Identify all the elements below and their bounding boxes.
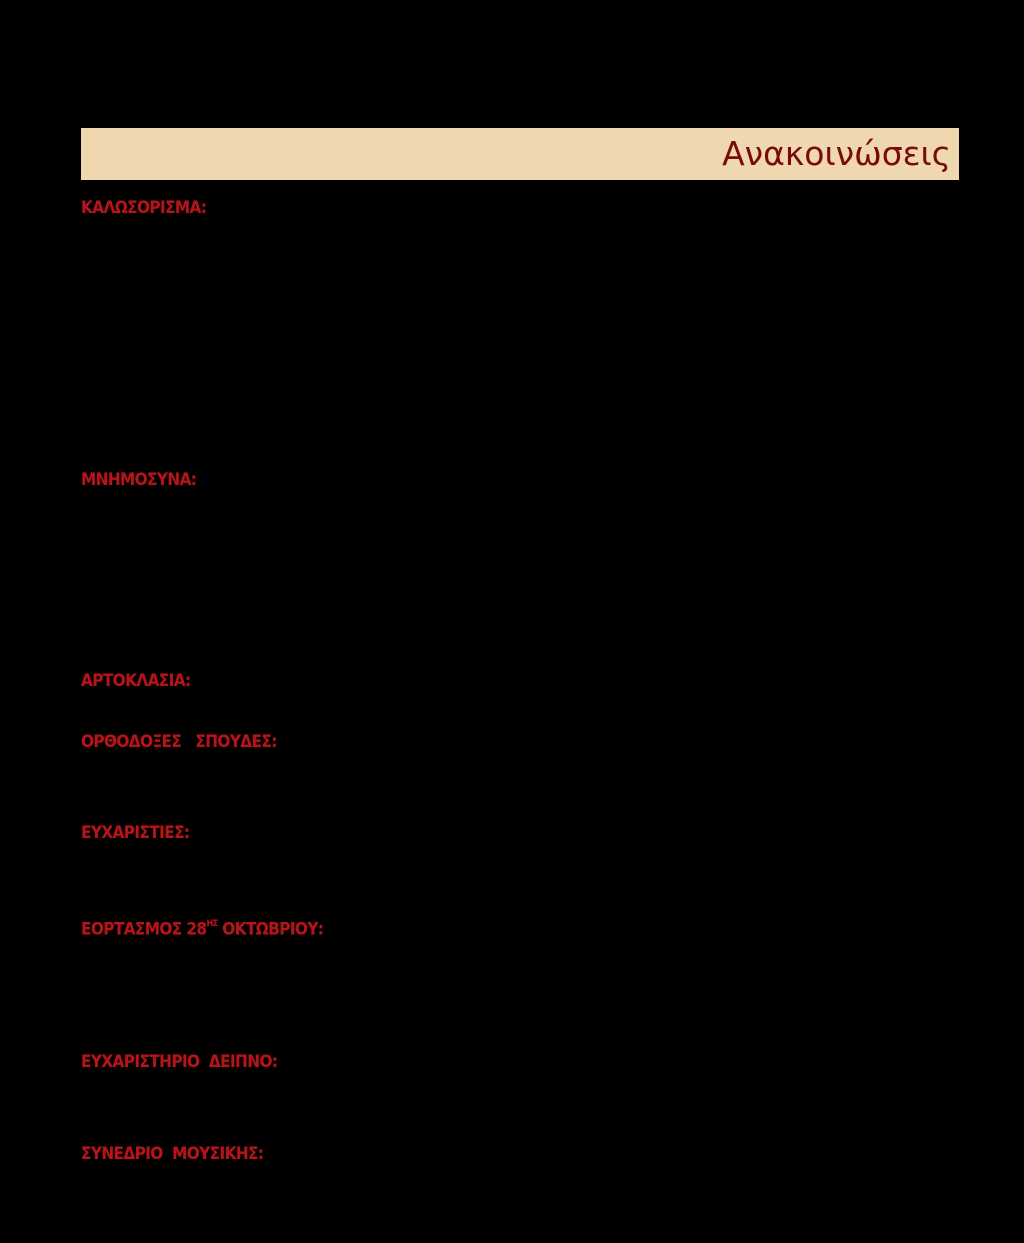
section-heading-thanks: ΕΥΧΑΡΙΣΤΙΕΣ: xyxy=(81,823,190,843)
section-heading-memorial: ΜΝΗΜΟΣΥΝΑ: xyxy=(81,470,197,490)
section-heading-welcome: ΚΑΛΩΣΟΡΙΣΜΑ: xyxy=(81,198,207,218)
section-heading-artoklasia: ΑΡΤΟΚΛΑΣΙΑ: xyxy=(81,671,191,691)
section-heading-orthodox-studies: ΟΡΘΟΔΟΞΕΣ ΣΠΟΥΔΕΣ: xyxy=(81,732,277,752)
section-heading-music-conference: ΣΥΝΕΔΡΙΟ ΜΟΥΣΙΚΗΣ: xyxy=(81,1144,264,1164)
oct28-superscript: ΗΣ xyxy=(206,919,218,929)
section-heading-dinner: ΕΥΧΑΡΙΣΤΗΡΙΟ ΔΕΙΠΝΟ: xyxy=(81,1052,278,1072)
oct28-suffix: ΟΚΤΩΒΡΙΟΥ: xyxy=(217,919,324,940)
oct28-prefix: ΕΟΡΤΑΣΜΟΣ 28 xyxy=(81,919,207,940)
announcements-title-bar xyxy=(81,128,959,180)
page-title: Ανακοινώσεις xyxy=(722,134,951,173)
section-heading-oct28 xyxy=(81,915,323,941)
